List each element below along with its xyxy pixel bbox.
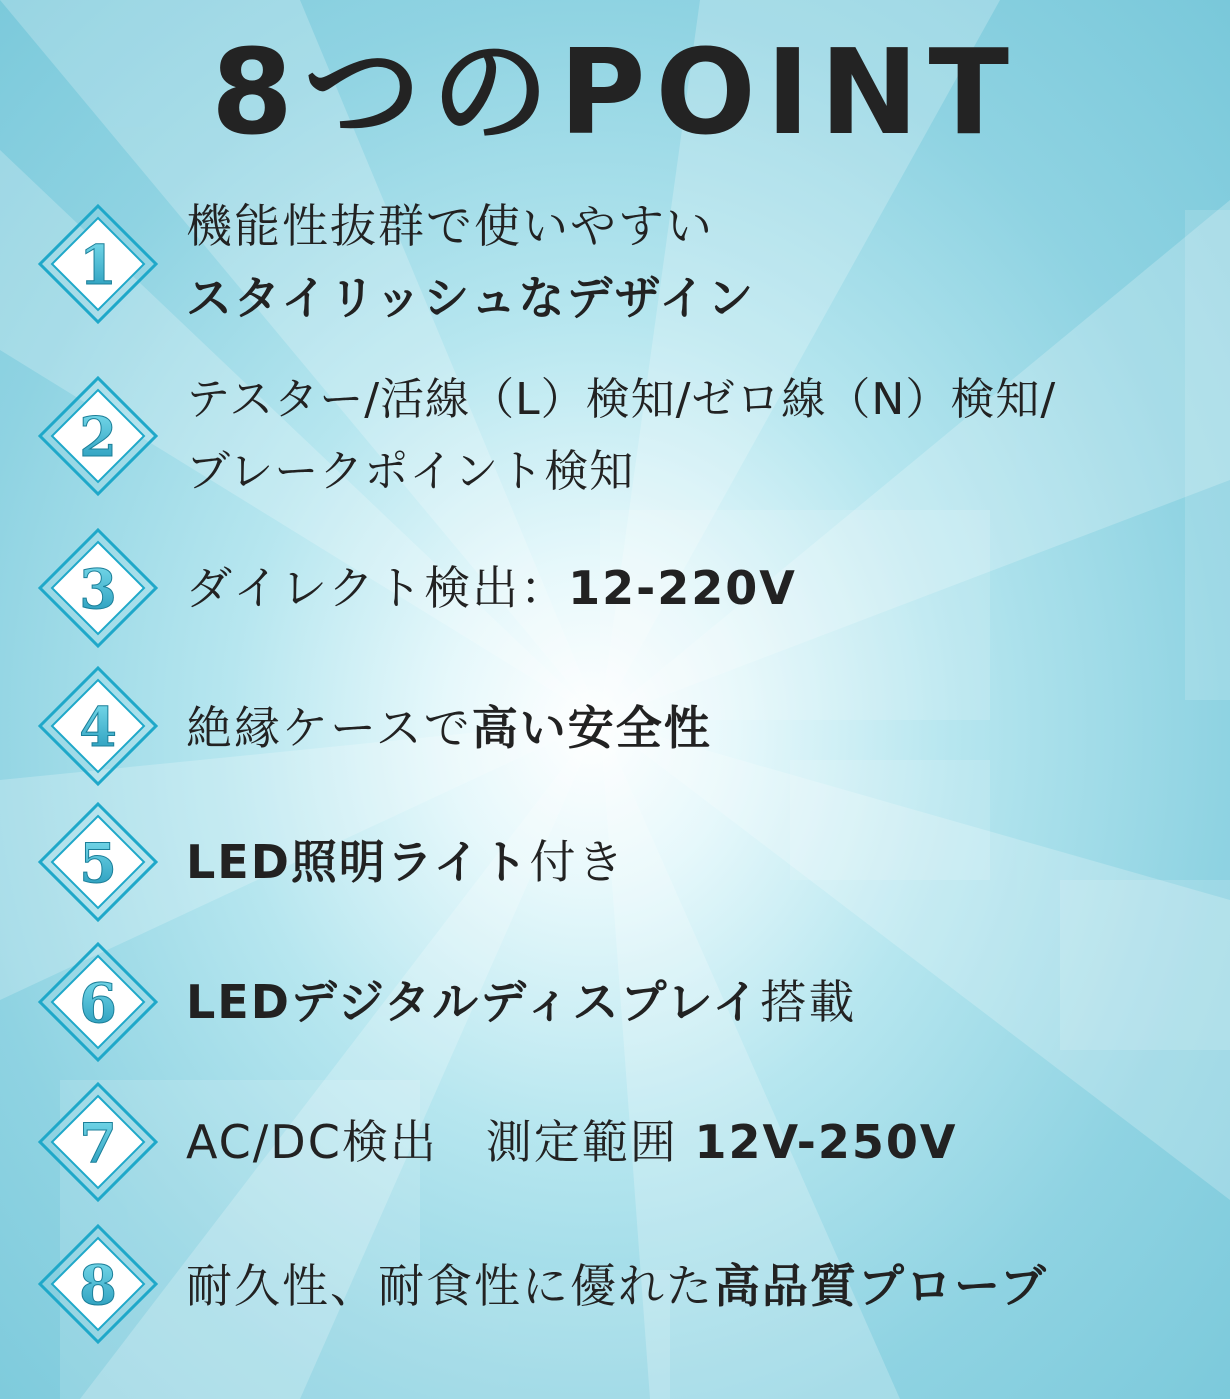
point-text-regular: 搭載: [760, 975, 857, 1029]
number-badge: [36, 1222, 160, 1346]
point-text-bold: 高品質プローブ: [714, 1259, 1048, 1313]
badge-number: 4: [79, 695, 117, 759]
point-text-regular: AC/DC検出 測定範囲: [186, 1115, 695, 1169]
badge-number: 8: [79, 1253, 117, 1317]
number-badge: [36, 800, 160, 924]
point-line-2: スタイリッシュなデザイン: [186, 271, 756, 325]
point-text: [186, 364, 1056, 508]
badge-number: 6: [79, 971, 117, 1035]
point-text-regular: 絶縁ケースで: [186, 701, 472, 755]
number-badge: [36, 1080, 160, 1204]
point-text: [186, 826, 626, 898]
point-text-bold: 高い安全性: [471, 701, 712, 755]
badge-number: 2: [79, 405, 117, 469]
number-badge: [36, 202, 160, 326]
point-text-regular: 付き: [529, 835, 626, 889]
point-text-regular: ダイレクト検出：: [186, 561, 569, 615]
point-text: [186, 966, 856, 1038]
number-badge: [36, 526, 160, 650]
point-text: [186, 1106, 957, 1178]
point-line-1: 機能性抜群で使いやすい: [186, 199, 714, 253]
badge-number: 1: [79, 233, 117, 297]
point-line-2: ブレークポイント検知: [186, 446, 635, 497]
point-text-bold: LED照明ライト: [186, 835, 530, 889]
point-text-regular: 耐久性、耐食性に優れた: [186, 1259, 714, 1313]
badge-number: 5: [79, 831, 117, 895]
point-text-bold: 12-220V: [568, 561, 797, 615]
number-badge: [36, 940, 160, 1064]
point-line-1: テスター/活線（L）検知/ゼロ線（N）検知/: [186, 374, 1057, 425]
number-badge: [36, 374, 160, 498]
badge-number: 3: [79, 557, 117, 621]
point-text-bold: LEDデジタルディスプレイ: [186, 975, 761, 1029]
badge-number: 7: [79, 1111, 117, 1175]
point-text: [186, 190, 755, 334]
point-text: [186, 552, 797, 624]
number-badge: [36, 664, 160, 788]
point-text: [186, 692, 712, 764]
page-title: 8つのPOINT: [210, 23, 1020, 161]
point-text-bold: 12V-250V: [694, 1115, 958, 1169]
point-text: [186, 1250, 1048, 1322]
